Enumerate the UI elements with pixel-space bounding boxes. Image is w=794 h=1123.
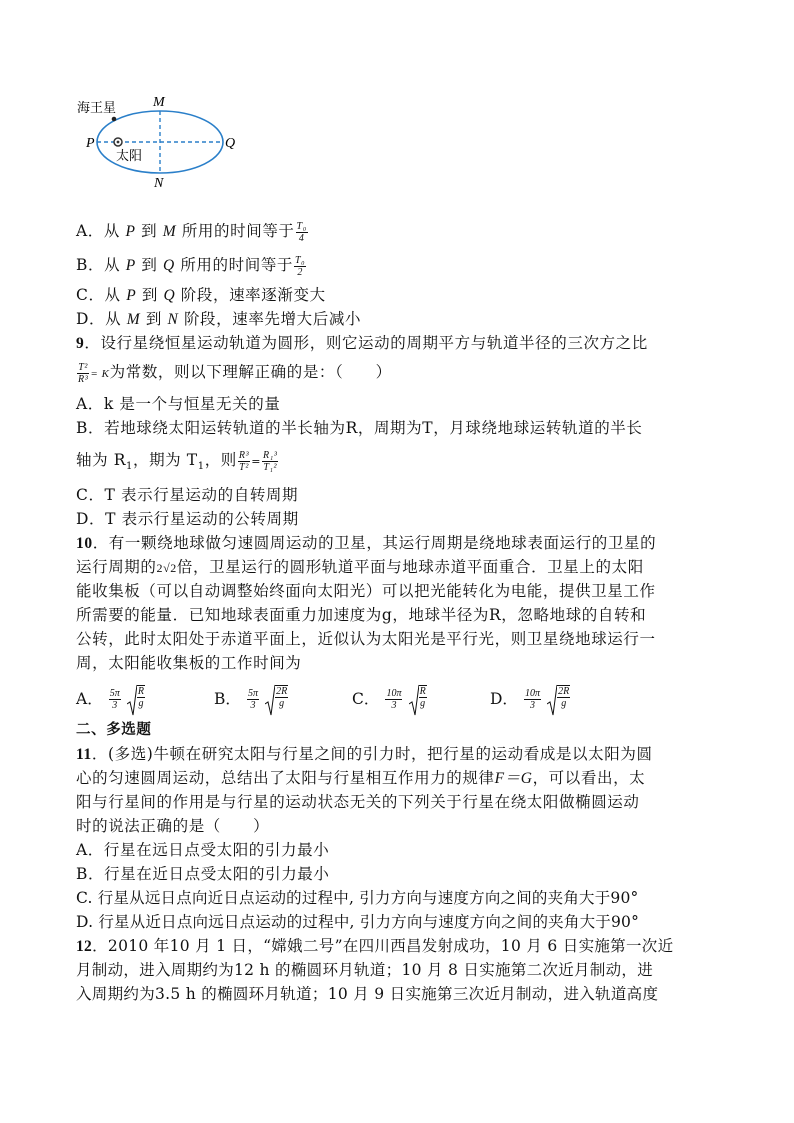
p-label: P — [86, 136, 95, 151]
q9-option-b-line2: 轴为 $R_1$，期为 $T_1$，则 $\frac{\text{R³}}{\text{T²}}$ = $\frac{\text{R₁³}}{\text{T₁²}}$ — [76, 449, 278, 473]
q10-option-c: C． $\frac{10\pi}{3}$ $\frac{R}{g}$ — [352, 680, 427, 718]
q9-option-c: C．T 表示行星运动的自转周期 — [76, 486, 299, 504]
q11-stem-line1: 11．(多选)牛顿在研究太阳与行星之间的引力时，把行星的运动看成是以太阳为圆 — [76, 745, 653, 763]
question-number: 10 — [76, 535, 93, 552]
q-label: Q — [225, 136, 236, 151]
sqrt-2r-over-g: $\frac{2R}{g}$ — [265, 684, 288, 716]
fraction-t0-over-4: $\frac{\text{T₀}}{4}$ — [296, 220, 307, 244]
q12-stem-line1: 12．2010 年10 月 1 日，“嫦娥二号”在四川西昌发射成功，10 月 6 日实施第一次近 — [76, 937, 674, 955]
sun-center — [117, 141, 120, 144]
fraction-r3-over-t2: $\frac{\text{R³}}{\text{T²}}$ — [238, 449, 250, 473]
q10-stem-line4: 所需要的能量．已知地球表面重力加速度为g，地球半径为R，忽略地球的自转和 — [76, 606, 647, 624]
m-label: M — [153, 95, 165, 110]
q8-option-c: C．从 P 到 Q 阶段，速率逐渐变大 — [76, 286, 326, 304]
neptune-marker — [112, 117, 117, 122]
section-heading: 二、多选题 — [76, 722, 152, 738]
q11-option-b: B．行星在近日点受太阳的引力最小 — [76, 865, 330, 883]
sqrt-r-over-g: $\frac{R}{g}$ — [127, 684, 145, 716]
q9-stem-line2: $\frac{\text{T²}}{\text{R³}}$ = K为常数，则以下理解正确的是：（ ） — [78, 361, 392, 385]
n-label: N — [154, 176, 164, 191]
q10-option-d: D． $\frac{10\pi}{3}$ $\frac{2R}{g}$ — [490, 680, 570, 718]
q8-option-d: D．从 M 到 N 阶段，速率先增大后减小 — [76, 310, 362, 328]
q9-option-a: A．k 是一个与恒星无关的量 — [76, 395, 281, 413]
q11-option-c: C. 行星从远日点向近日点运动的过程中, 引力方向与速度方向之间的夹角大于90° — [76, 889, 639, 907]
q9-option-b-line1: B．若地球绕太阳运转轨道的半长轴为R，周期为T，月球绕地球运转轨道的半长 — [76, 419, 643, 437]
q10-option-b: B． $\frac{5\pi}{3}$ $\frac{2R}{g}$ — [214, 680, 288, 718]
question-number: 12 — [76, 938, 93, 955]
q10-stem-line1: 10．有一颗绕地球做匀速圆周运动的卫星，其运行周期是绕地球表面运行的卫星的 — [76, 534, 657, 552]
q11-option-a: A．行星在远日点受太阳的引力最小 — [76, 841, 330, 859]
sqrt-r-over-g: $\frac{R}{g}$ — [409, 684, 427, 716]
neptune-label: 海王星 — [77, 100, 117, 115]
fraction-t2-over-r3: $\frac{\text{T²}}{\text{R³}}$ — [78, 361, 89, 385]
sqrt-2r-over-g: $\frac{2R}{g}$ — [547, 684, 570, 716]
q10-option-a: A． $\frac{5\pi}{3}$ $\frac{R}{g}$ — [76, 680, 145, 718]
q11-option-d: D. 行星从近日点向远日点运动的过程中, 引力方向与速度方向之间的夹角大于90° — [76, 913, 640, 931]
q9-option-d: D．T 表示行星运动的公转周期 — [76, 510, 299, 528]
q10-stem-line2: 运行周期的2√2倍，卫星运行的圆形轨道平面与地球赤道平面重合．卫星上的太阳 — [76, 558, 644, 576]
question-number: 11 — [76, 746, 92, 763]
q9-stem-line1: 9．设行星绕恒星运动轨道为圆形，则它运动的周期平方与轨道半径的三次方之比 — [76, 334, 648, 352]
orbit-diagram — [70, 88, 250, 198]
q11-stem-line3: 阳与行星间的作用是与行星的运动状态无关的下列关于行星在绕太阳做椭圆运动 — [76, 793, 640, 811]
sun-label: 太阳 — [116, 148, 143, 163]
q11-stem-line2: 心的匀速圆周运动，总结出了太阳与行星相互作用力的规律F＝G，可以看出，太 — [76, 769, 646, 787]
q8-option-b: B．从 P 到 Q 所用的时间等于 $\frac{\text{T₀}}{2}$ — [76, 254, 306, 278]
q10-stem-line5: 公转，此时太阳处于赤道平面上，近似认为太阳光是平行光，则卫星绕地球运行一 — [76, 630, 656, 648]
q10-options — [76, 680, 746, 718]
fraction-r1-over-t1: $\frac{\text{R₁³}}{\text{T₁²}}$ — [263, 449, 278, 473]
q12-stem-line3: 入周期约为3.5 h 的椭圆环月轨道；10 月 9 日实施第三次近月制动，进入轨道高度 — [76, 985, 659, 1003]
q10-stem-line3: 能收集板（可以自动调整始终面向太阳光）可以把光能转化为电能，提供卫星工作 — [76, 582, 656, 600]
q8-option-a: A．从 P 到 M 所用的时间等于 $\frac{\text{T₀}}{4}$ — [76, 220, 307, 244]
fraction-t0-over-2: $\frac{\text{T₀}}{2}$ — [295, 254, 306, 278]
q10-stem-line6: 周，太阳能收集板的工作时间为 — [76, 654, 302, 672]
question-number: 9 — [76, 335, 85, 352]
q12-stem-line2: 月制动，进入周期约为12 h 的椭圆环月轨道；10 月 8 日实施第二次近月制动，进 — [76, 961, 654, 979]
q11-stem-line4: 时的说法正确的是（ ） — [76, 817, 270, 835]
